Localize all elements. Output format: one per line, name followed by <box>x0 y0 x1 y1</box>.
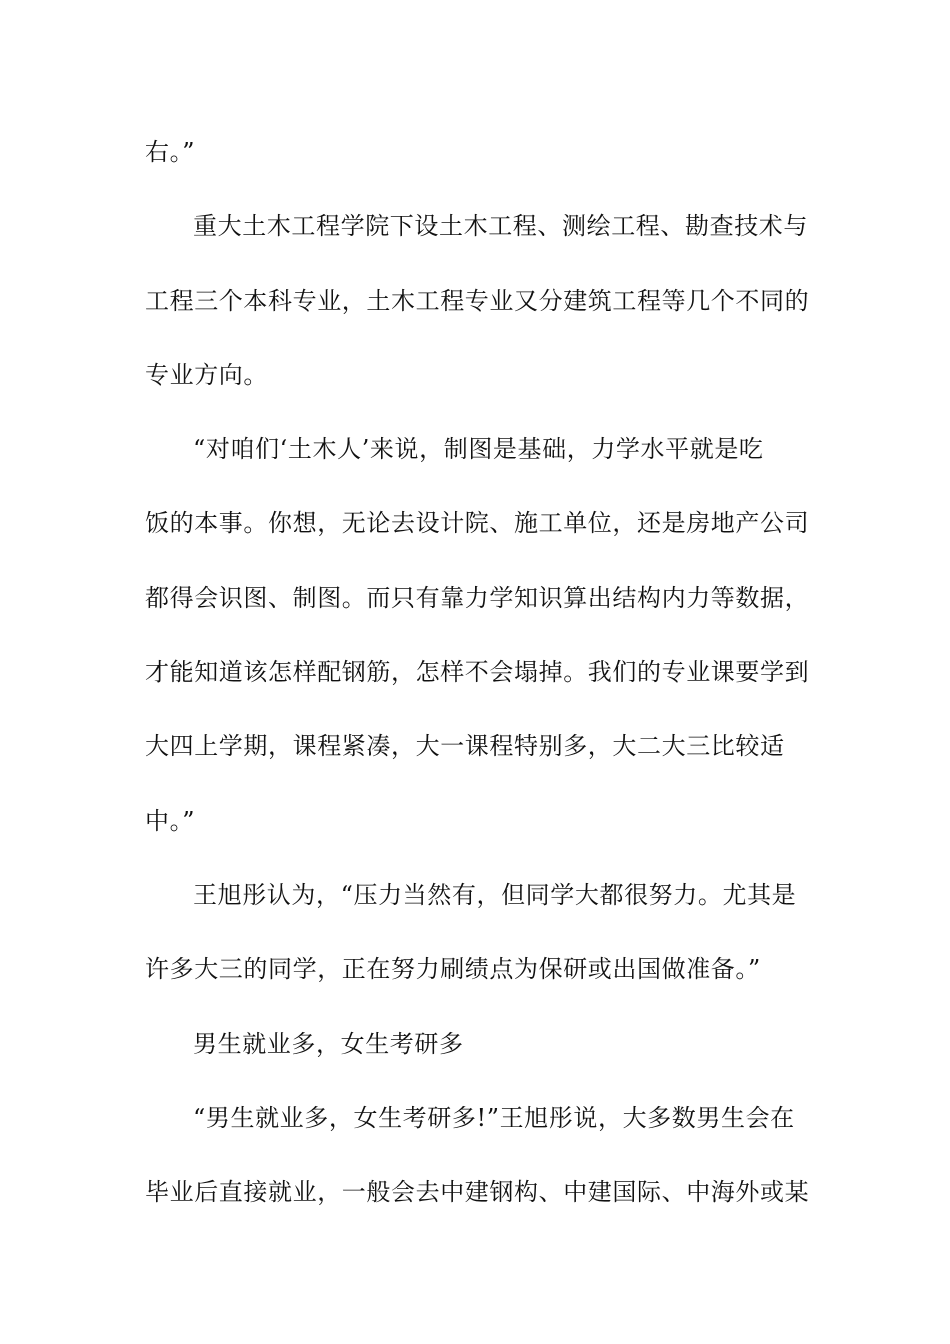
text-line: 毕业后直接就业，一般会去中建钢构、中建国际、中海外或某 <box>145 1178 810 1206</box>
section-heading: 男生就业多，女生考研多 <box>193 1030 464 1058</box>
text-line: 都得会识图、制图。而只有靠力学知识算出结构内力等数据， <box>145 584 810 612</box>
text-line: 大四上学期，课程紧凑，大一课程特别多，大二大三比较适 <box>145 732 785 760</box>
text-line: 许多大三的同学，正在努力刷绩点为保研或出国做准备。” <box>145 955 761 983</box>
text-line: 右。” <box>145 138 196 166</box>
text-line: 中。” <box>145 807 196 835</box>
text-line: 才能知道该怎样配钢筋，怎样不会塌掉。我们的专业课要学到 <box>145 658 810 686</box>
text-line: 重大土木工程学院下设土木工程、测绘工程、勘查技术与 <box>193 212 808 240</box>
text-line: 王旭彤认为，“压力当然有，但同学大都很努力。尤其是 <box>193 881 797 909</box>
text-line: “对咱们‘土木人’来说，制图是基础，力学水平就是吃 <box>193 435 764 463</box>
text-line: 专业方向。 <box>145 361 268 389</box>
text-line: “男生就业多，女生考研多!”王旭彤说，大多数男生会在 <box>193 1104 795 1132</box>
text-line: 工程三个本科专业，土木工程专业又分建筑工程等几个不同的 <box>145 287 810 315</box>
text-line: 饭的本事。你想，无论去设计院、施工单位，还是房地产公司 <box>145 509 810 537</box>
